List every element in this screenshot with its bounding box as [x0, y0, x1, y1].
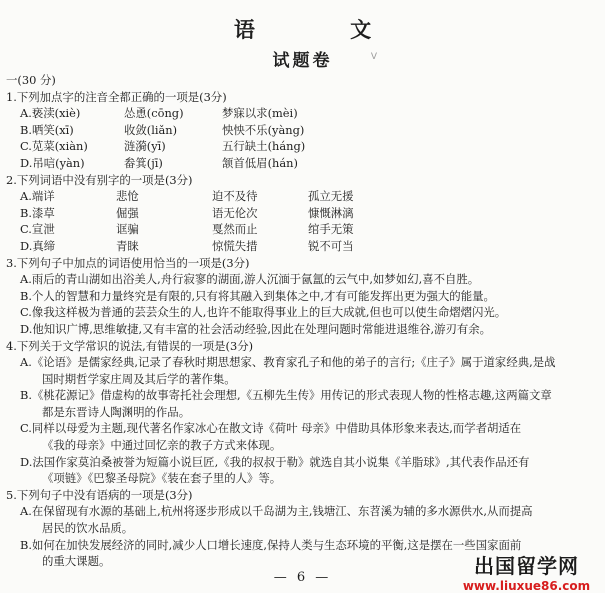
watermark-url: www.liuxue86.com — [462, 579, 591, 593]
q3-option-c: C.像我这样极为普通的芸芸众生的人,也许不能取得事业上的巨大成就,但也可以使生命熠熠闪光。 — [20, 305, 507, 320]
q1-cell: 畚箕(jī) — [124, 155, 163, 170]
q2-cell: D.真缔 — [20, 238, 56, 253]
q3-option-d: D.他知识广博,思维敏捷,又有丰富的社会活动经验,因此在处理问题时常能进退维谷,游刃有余。 — [20, 321, 492, 336]
q5-option-b-cont: 的重大课题。 — [42, 554, 111, 569]
q5-stem: 5.下列句子中没有语病的一项是(3分) — [6, 487, 193, 502]
q1-cell: A.亵渎(xiè) — [20, 106, 81, 121]
page-number: — 6 — — [273, 570, 332, 585]
q5-option-b: B.如何在加快发展经济的同时,减少人口增长速度,保持人类与生态环境的平衡,这是摆在一些国家面前 — [20, 537, 522, 552]
scan-mark: V — [370, 52, 377, 62]
q5-option-a-cont: 居民的饮水品质。 — [42, 521, 134, 536]
q2-row-b — [6, 205, 596, 222]
exam-subtitle: 试题卷 — [272, 51, 333, 71]
q2-row-d — [6, 238, 596, 255]
q2-row-a — [6, 188, 596, 205]
q2-cell: 诓骗 — [116, 222, 139, 237]
q4-option-b: B.《桃花源记》借虚构的故事寄托社会理想,《五柳先生传》用传记的形式表现人物的性格志趣,这两篇文章 — [20, 388, 552, 403]
q1-cell: 怂恿(cōng) — [124, 106, 184, 121]
watermark-logo — [454, 550, 599, 593]
q2-cell: 锐不可当 — [308, 238, 354, 253]
q4-stem: 4.下列关于文学常识的说法,有错误的一项是(3分) — [6, 338, 254, 353]
section-heading: 一(30 分) — [6, 73, 56, 87]
q2-cell: 戛然而止 — [212, 222, 258, 237]
q1-stem: 1.下列加点字的注音全都正确的一项是(3分) — [6, 89, 227, 104]
q3-option-a: A.雨后的青山湖如出浴美人,舟行寂寥的湖面,游人沉湎于氤氲的云气中,如梦如幻,喜不自胜。 — [20, 272, 480, 287]
q1-row-d — [6, 155, 596, 172]
q1-cell: 收敛(liǎn) — [124, 122, 178, 137]
q1-row-b — [6, 122, 596, 139]
exam-content — [6, 72, 596, 570]
q5-option-a: A.在保留现有水源的基础上,杭州将逐步形成以千岛湖为主,钱塘江、东苕溪为辅的多水源供水,从而提高 — [20, 504, 533, 519]
q2-stem: 2.下列词语中没有别字的一项是(3分) — [6, 172, 193, 187]
q2-cell: 绾手无策 — [308, 222, 354, 237]
q4-option-a: A.《论语》是儒家经典,记录了春秋时期思想家、教育家孔子和他的弟子的言行;《庄子》属于道家经典,是战 — [20, 355, 556, 370]
q1-cell: 梦寐以求(mèi) — [222, 106, 298, 121]
q2-cell: 语无伦次 — [212, 205, 258, 220]
q2-cell: 倔强 — [116, 205, 139, 220]
q1-cell: 五行缺土(háng) — [222, 139, 306, 154]
q1-cell: 涟漪(yī) — [124, 139, 166, 154]
q2-row-c — [6, 221, 596, 238]
q1-row-c — [6, 138, 596, 155]
q4-option-a-cont: 国时期哲学家庄周及其后学的著作集。 — [42, 371, 236, 386]
q3-option-b: B.个人的智慧和力量终究是有限的,只有将其融入到集体之中,才有可能发挥出更为强大的能量。 — [20, 288, 495, 303]
q2-cell: C.宣泄 — [20, 222, 55, 237]
q2-cell: 惊慌失措 — [212, 238, 258, 253]
q4-option-c-cont: 《我的母亲》中通过回忆亲的教子方式来体现。 — [42, 438, 282, 453]
q2-cell: 慷慨淋漓 — [308, 205, 354, 220]
q2-cell: 孤立无援 — [308, 189, 354, 204]
exam-title: 语 文 — [233, 17, 416, 42]
q4-option-b-cont: 都是东晋诗人陶渊明的作品。 — [42, 404, 191, 419]
q1-row-a — [6, 105, 596, 122]
q1-cell: 怏怏不乐(yàng) — [222, 122, 305, 137]
q2-cell: 迫不及待 — [212, 189, 258, 204]
q1-cell: 颔首低眉(hán) — [222, 155, 298, 170]
q2-cell: B.漆草 — [20, 205, 55, 220]
watermark-name: 出国留学网 — [474, 554, 579, 578]
q2-cell: 悲怆 — [116, 189, 139, 204]
q2-cell: A.端详 — [20, 189, 55, 204]
q3-stem: 3.下列句子中加点的词语使用恰当的一项是(3分) — [6, 255, 250, 270]
q4-option-d: D.法国作家莫泊桑被誉为短篇小说巨匠,《我的叔叔于勒》就选自其小说集《羊脂球》,其代表作品还有 — [20, 454, 530, 469]
q1-cell: B.哂笑(xī) — [20, 122, 74, 137]
q1-cell: D.吊唁(yàn) — [20, 155, 85, 170]
q2-cell: 青睐 — [116, 238, 139, 253]
q1-cell: C.苋菜(xiàn) — [20, 139, 88, 154]
q4-option-d-cont: 《项链》《巴黎圣母院》《装在套子里的人》等。 — [42, 471, 282, 486]
q4-option-c: C.同样以母爱为主题,现代著名作家冰心在散文诗《荷叶 母亲》中借助具体形象来表达,而学者胡适在 — [20, 421, 522, 436]
